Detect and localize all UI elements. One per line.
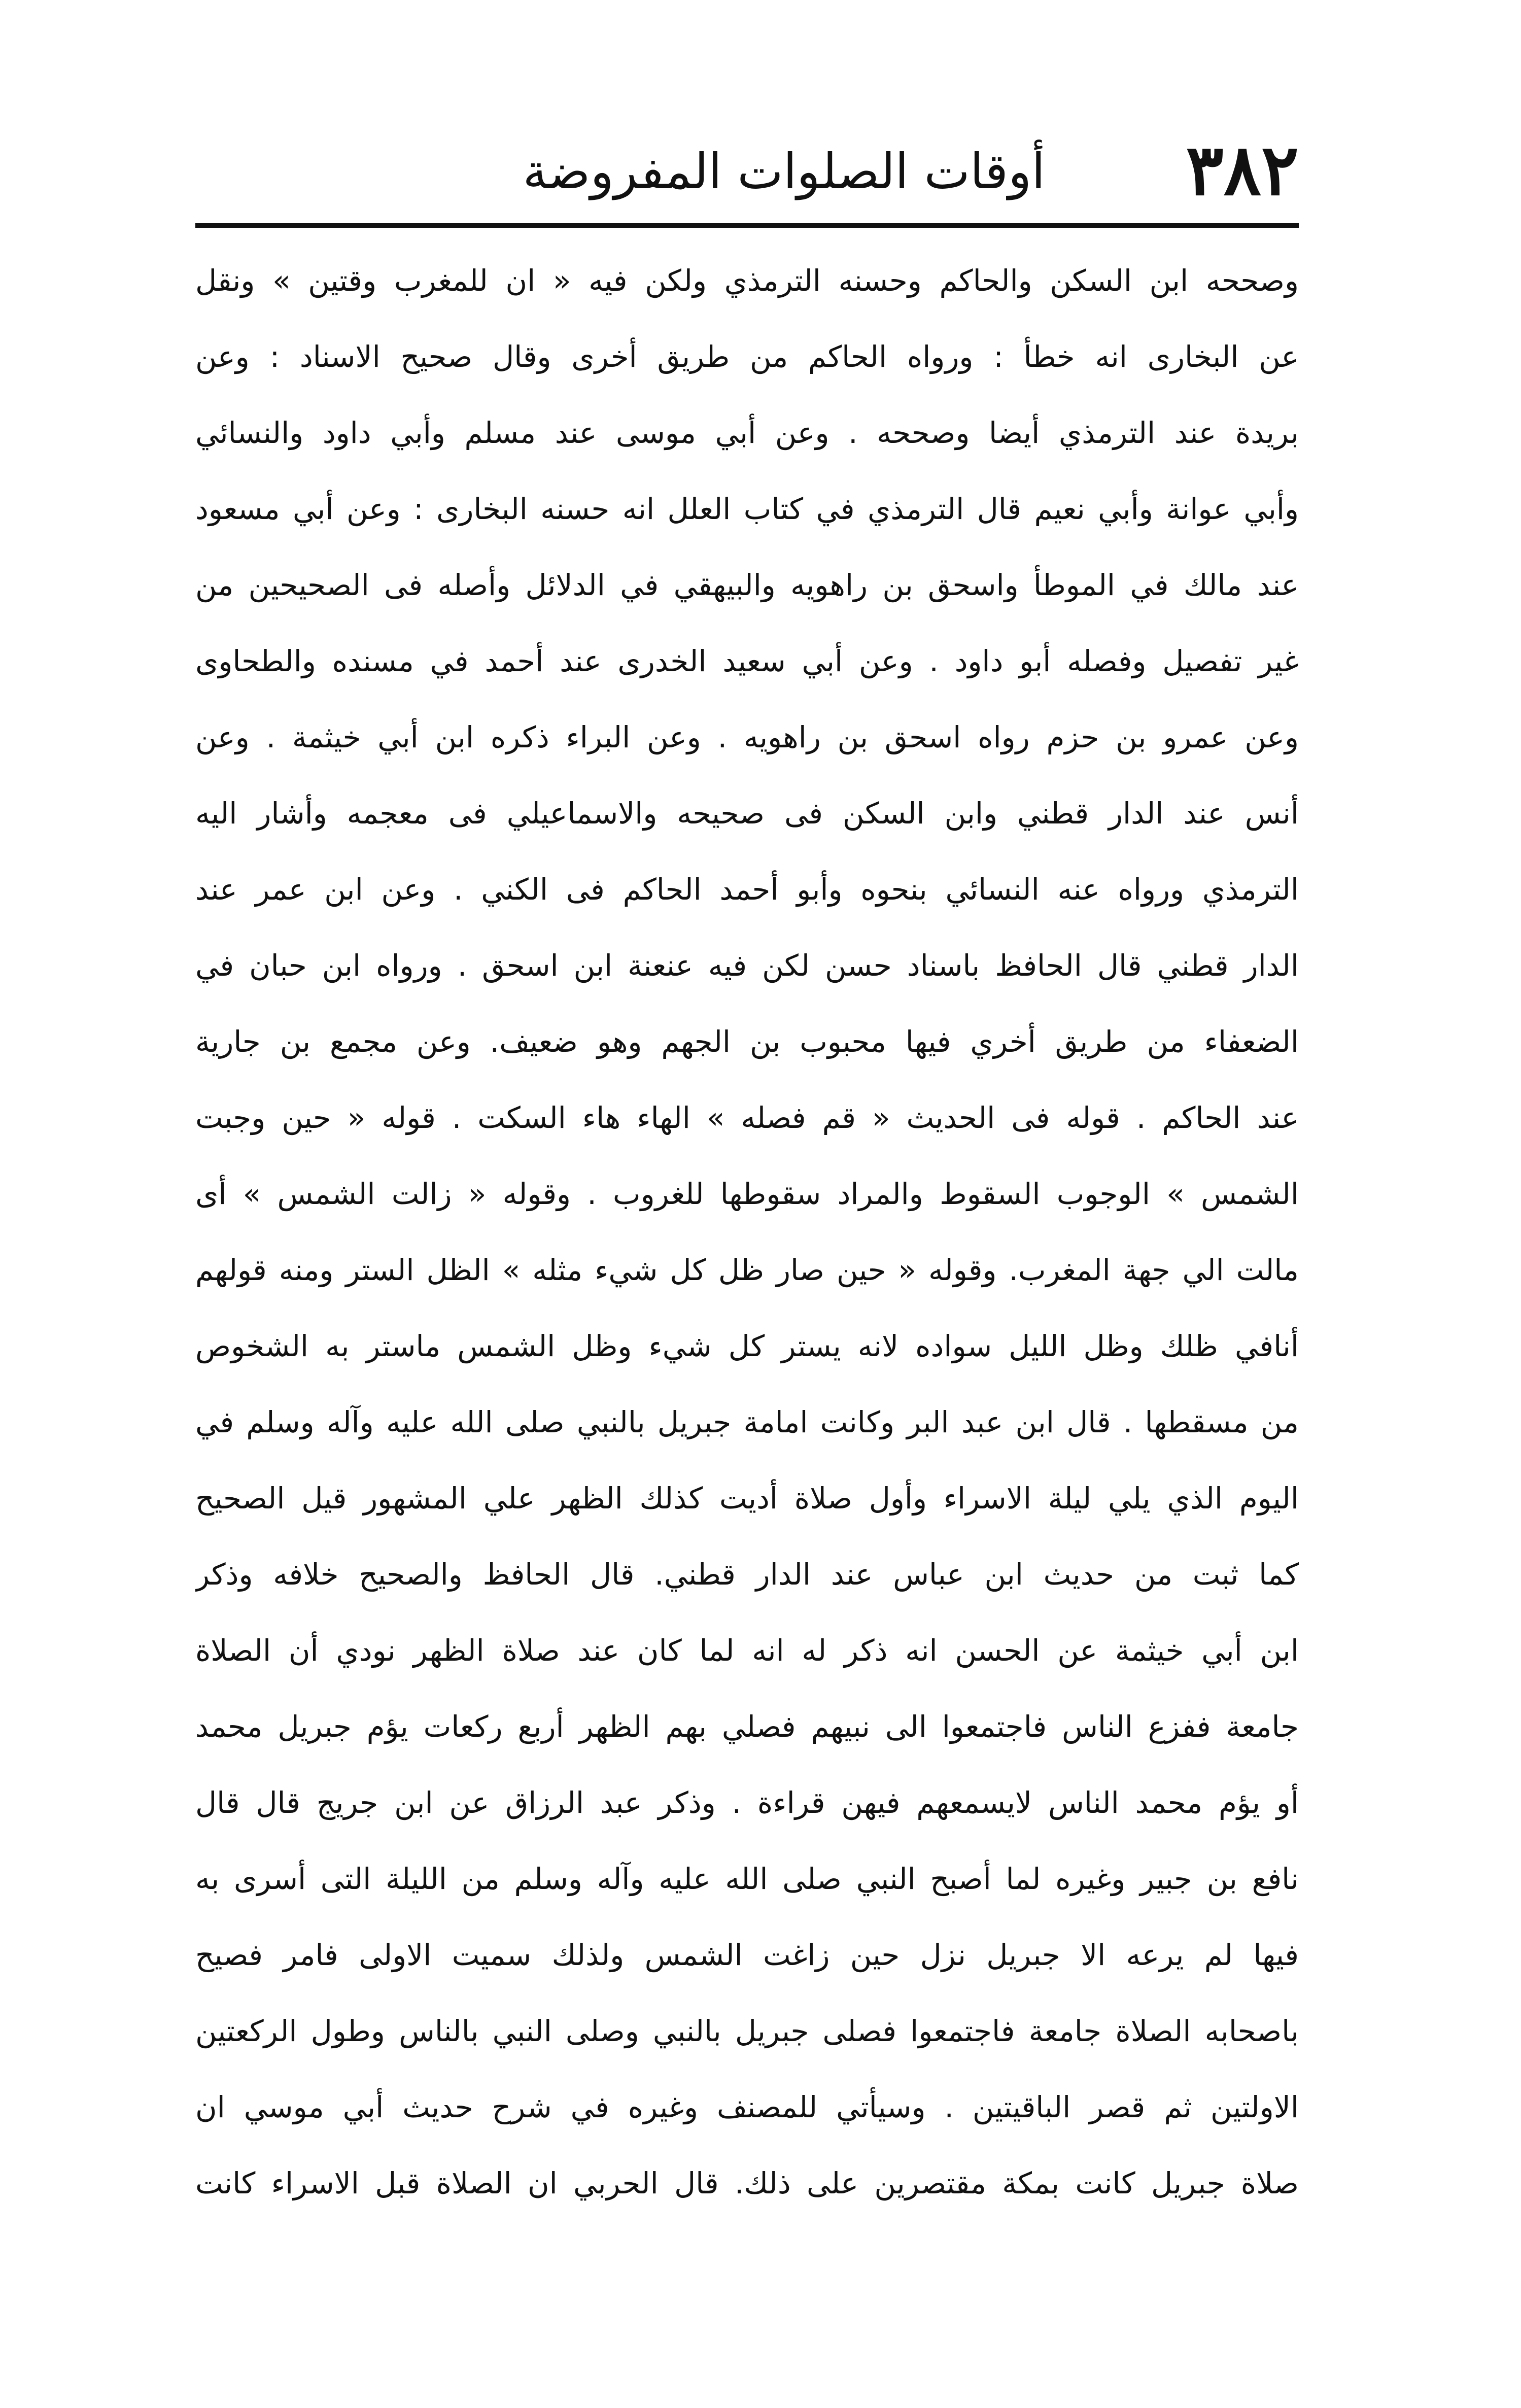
text-line: الترمذي ورواه عنه النسائي بنحوه وأبو أحمد الحاكم فى الكني . وعن ابن عمر عند [195, 872, 1299, 907]
text-line: مالت الي جهة المغرب. وقوله « حين صار ظل كل شيء مثله » الظل الستر ومنه قولهم [195, 1253, 1299, 1287]
text-line: أنافي ظلك وظل الليل سواده لانه يستر كل شيء وظل الشمس ماستر به الشخوص [195, 1329, 1299, 1363]
text-line: بريدة عند الترمذي أيضا وصححه . وعن أبي موسى عند مسلم وأبي داود والنسائي [195, 416, 1299, 450]
text-line: باصحابه الصلاة جامعة فاجتمعوا فصلى جبريل بالنبي وصلى النبي بالناس وطول الركعتين [195, 2014, 1299, 2048]
text-line: من مسقطها . قال ابن عبد البر وكانت امامة جبريل بالنبي صلى الله عليه وآله وسلم في [195, 1405, 1299, 1439]
text-line: غير تفصيل وفصله أبو داود . وعن أبي سعيد الخدرى عند أحمد في مسنده والطحاوى [195, 644, 1299, 678]
text-line: الضعفاء من طريق أخري فيها محبوب بن الجهم وهو ضعيف. وعن مجمع بن جارية [195, 1024, 1299, 1059]
text-line: عند الحاكم . قوله فى الحديث « قم فصله » الهاء هاء السكت . قوله « حين وجبت [195, 1100, 1299, 1135]
text-line: عن البخارى انه خطأ : ورواه الحاكم من طريق أخرى وقال صحيح الاسناد : وعن [195, 339, 1299, 374]
body-text [195, 243, 1299, 2221]
page-number: ٣٨٢ [1186, 128, 1299, 211]
text-line: الاولتين ثم قصر الباقيتين . وسيأتي للمصنف وغيره في شرح حديث أبي موسي ان [195, 2090, 1299, 2124]
text-line: وعن عمرو بن حزم رواه اسحق بن راهويه . وعن البراء ذكره ابن أبي خيثمة . وعن [195, 720, 1299, 754]
text-line: فيها لم يرعه الا جبريل نزل حين زاغت الشمس ولذلك سميت الاولى فامر فصيح [195, 1938, 1299, 1972]
text-line: ابن أبي خيثمة عن الحسن انه ذكر له انه لما كان عند صلاة الظهر نودي أن الصلاة [195, 1633, 1299, 1668]
text-line: كما ثبت من حديث ابن عباس عند الدار قطني. قال الحافظ والصحيح خلافه وذكر [195, 1557, 1299, 1592]
text-line: صلاة جبريل كانت بمكة مقتصرين على ذلك. قال الحربي ان الصلاة قبل الاسراء كانت [195, 2166, 1299, 2200]
text-line: الشمس » الوجوب السقوط والمراد سقوطها للغروب . وقوله « زالت الشمس » أى [195, 1177, 1299, 1211]
text-line: وأبي عوانة وأبي نعيم قال الترمذي في كتاب العلل انه حسنه البخارى : وعن أبي مسعود [195, 492, 1299, 526]
text-line: جامعة ففزع الناس فاجتمعوا الى نبيهم فصلي بهم الظهر أربع ركعات يؤم جبريل محمد [195, 1709, 1299, 1744]
text-line: أنس عند الدار قطني وابن السكن فى صحيحه والاسماعيلي فى معجمه وأشار اليه [195, 796, 1299, 831]
text-line: الدار قطني قال الحافظ باسناد حسن لكن فيه عنعنة ابن اسحق . ورواه ابن حبان في [195, 948, 1299, 983]
header-rule [195, 223, 1299, 228]
page-header [193, 129, 1299, 211]
text-line: نافع بن جبير وغيره لما أصبح النبي صلى الله عليه وآله وسلم من الليلة التى أسرى به [195, 1862, 1299, 1896]
running-title: أوقات الصلوات المفروضة [523, 143, 1045, 200]
text-line: عند مالك في الموطأ واسحق بن راهويه والبيهقي في الدلائل وأصله فى الصحيحين من [195, 568, 1299, 602]
text-line: أو يؤم محمد الناس لايسمعهم فيهن قراءة . وذكر عبد الرزاق عن ابن جريج قال قال [195, 1785, 1299, 1820]
text-line: وصححه ابن السكن والحاكم وحسنه الترمذي ولكن فيه « ان للمغرب وقتين » ونقل [195, 263, 1299, 298]
text-line: اليوم الذي يلي ليلة الاسراء وأول صلاة أديت كذلك الظهر علي المشهور قيل الصحيح [195, 1481, 1299, 1516]
